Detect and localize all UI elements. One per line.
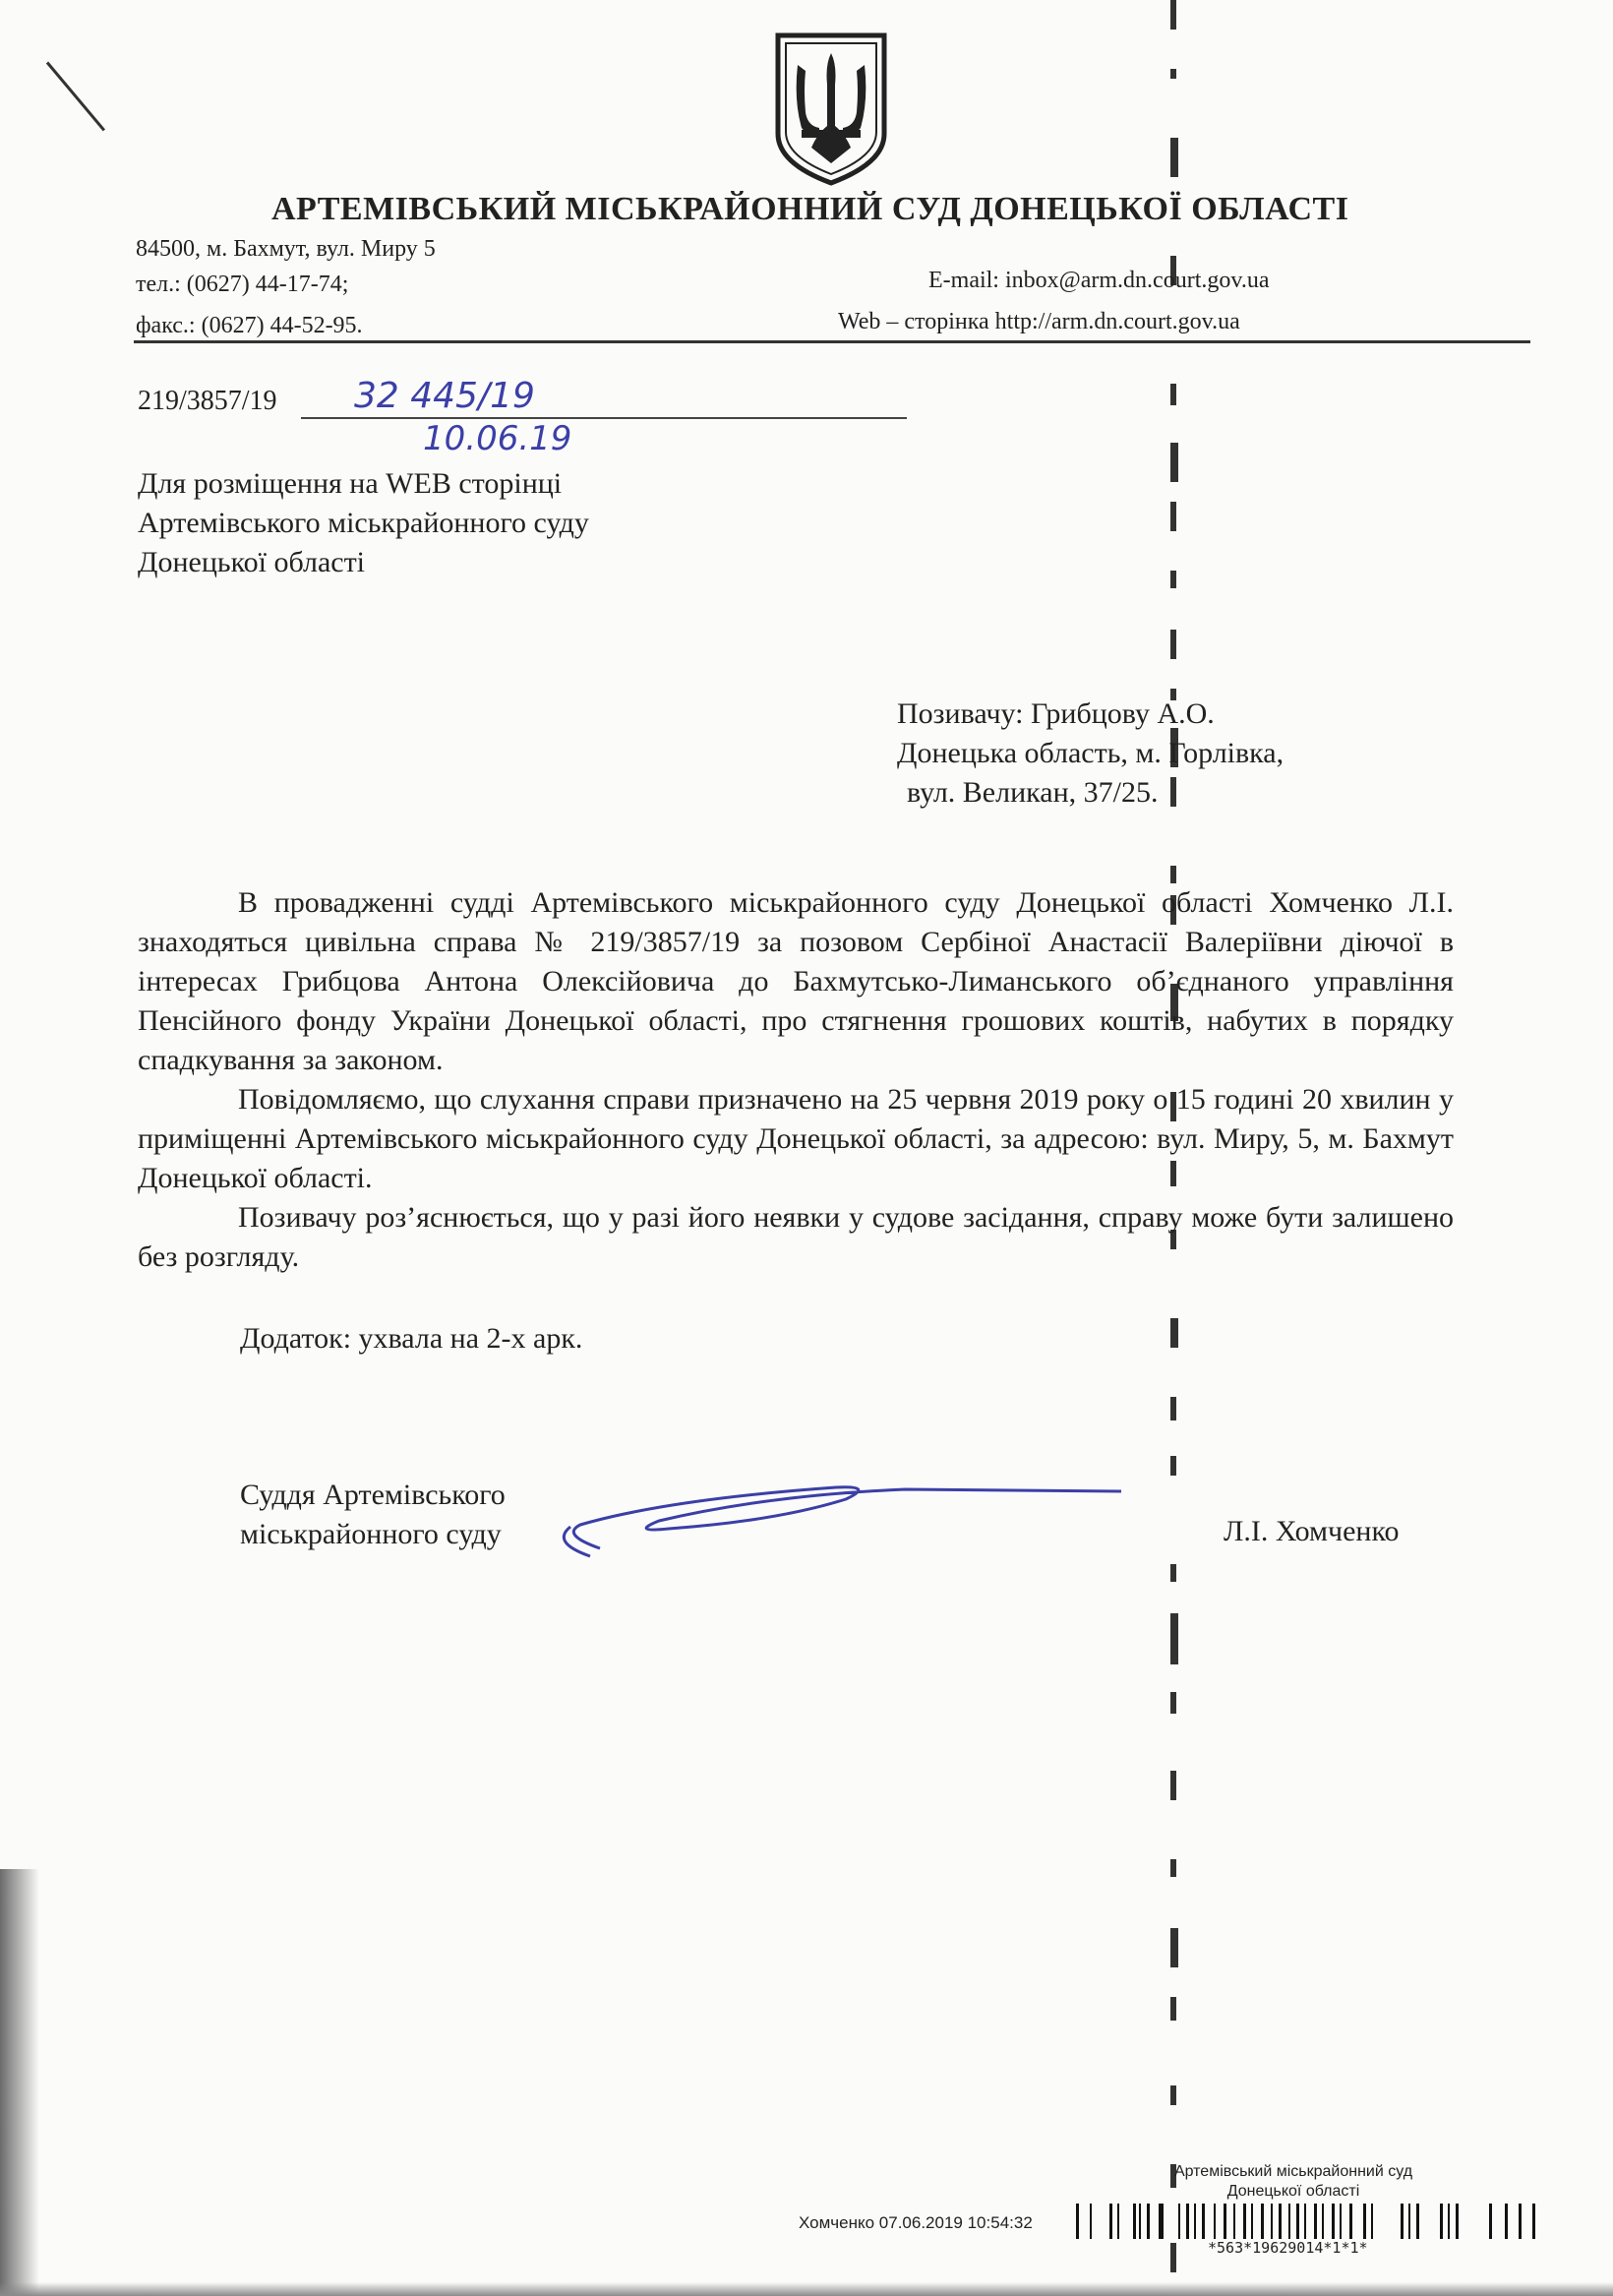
- letter-body: [138, 883, 1454, 1277]
- registration-stamp-meta: Хомченко 07.06.2019 10:54:32: [799, 2213, 1033, 2232]
- court-address: 84500, м. Бахмут, вул. Миру 5: [136, 236, 436, 262]
- body-paragraph: Позивачу роз’яснюється, що у разі його неявки у судове засідання, справу може бути залишено без розгляду.: [138, 1201, 1454, 1273]
- web-note-line: Донецької області: [138, 546, 366, 578]
- court-phone: тел.: (0627) 44-17-74;: [136, 272, 349, 297]
- pen-stroke-mark: [46, 62, 105, 132]
- recipient-line: Позивачу: Грибцову А.О.: [897, 697, 1215, 730]
- stamp-org-line: Донецької області: [1226, 2183, 1360, 2200]
- registration-barcode: [1076, 2204, 1538, 2239]
- case-number: 219/3857/19: [138, 386, 277, 416]
- scan-shadow-left: [0, 1869, 39, 2296]
- court-name-heading: АРТЕМІВСЬКИЙ МІСЬКРАЙОННИЙ СУД ДОНЕЦЬКОЇ ОБЛАСТІ: [271, 191, 1349, 227]
- court-website: Web – сторінка http://arm.dn.court.gov.ua: [838, 309, 1240, 334]
- coat-of-arms-icon: [772, 31, 890, 187]
- signer-title-line: Суддя Артемівського: [240, 1479, 506, 1511]
- signer-title: [240, 1476, 506, 1554]
- registration-stamp-org: [1082, 2162, 1505, 2202]
- recipient-line: Донецька область, м. Горлівка,: [897, 737, 1284, 769]
- signer-name: Л.І. Хомченко: [1224, 1515, 1400, 1547]
- handwritten-registration-number: 32 445/19: [354, 376, 535, 416]
- court-email: E-mail: inbox@arm.dn.court.gov.ua: [928, 268, 1270, 293]
- handwritten-registration-date: 10.06.19: [423, 419, 572, 458]
- web-note-line: Для розміщення на WEB сторінці: [138, 467, 563, 500]
- recipient-line: вул. Великан, 37/25.: [907, 776, 1159, 809]
- stamp-org-line: Артемівський міськрайонний суд: [1173, 2163, 1413, 2180]
- annex-note: Додаток: ухвала на 2-х арк.: [240, 1322, 583, 1355]
- barcode-text: *563*19629014*1*1*: [1208, 2239, 1368, 2257]
- court-fax: факс.: (0627) 44-52-95.: [136, 313, 363, 338]
- handwritten-signature: [551, 1466, 1131, 1574]
- body-paragraph: В провадженні судді Артемівського міськрайонного суду Донецької області Хомченко Л.І. знаходяться цивільна справа № 219/3857/19 за позовом Сербіної Анастасії Валеріївни діючої в інтересах Грибцова Антона Олексійовича до Бахмутсько-Лиманського об’єднаного управління Пенсійного фонду України Донецької області, про стягнення грошових коштів, набутих в порядку спадкування за законом.: [138, 886, 1454, 1076]
- body-paragraph: Повідомляємо, що слухання справи призначено на 25 червня 2019 року о 15 годині 20 хвилин у приміщенні Артемівського міськрайонного суду Донецької області, за адресою: вул. Миру, 5, м. Бахмут Донецької області.: [138, 1083, 1454, 1194]
- web-note-line: Артемівського міськрайонного суду: [138, 507, 589, 539]
- case-number-underline: [301, 417, 907, 419]
- scan-shadow-bottom: [0, 2282, 1613, 2296]
- web-placement-note: [138, 464, 589, 582]
- signer-title-line: міськрайонного суду: [240, 1518, 502, 1550]
- recipient-block: [897, 695, 1284, 813]
- header-divider: [134, 340, 1530, 343]
